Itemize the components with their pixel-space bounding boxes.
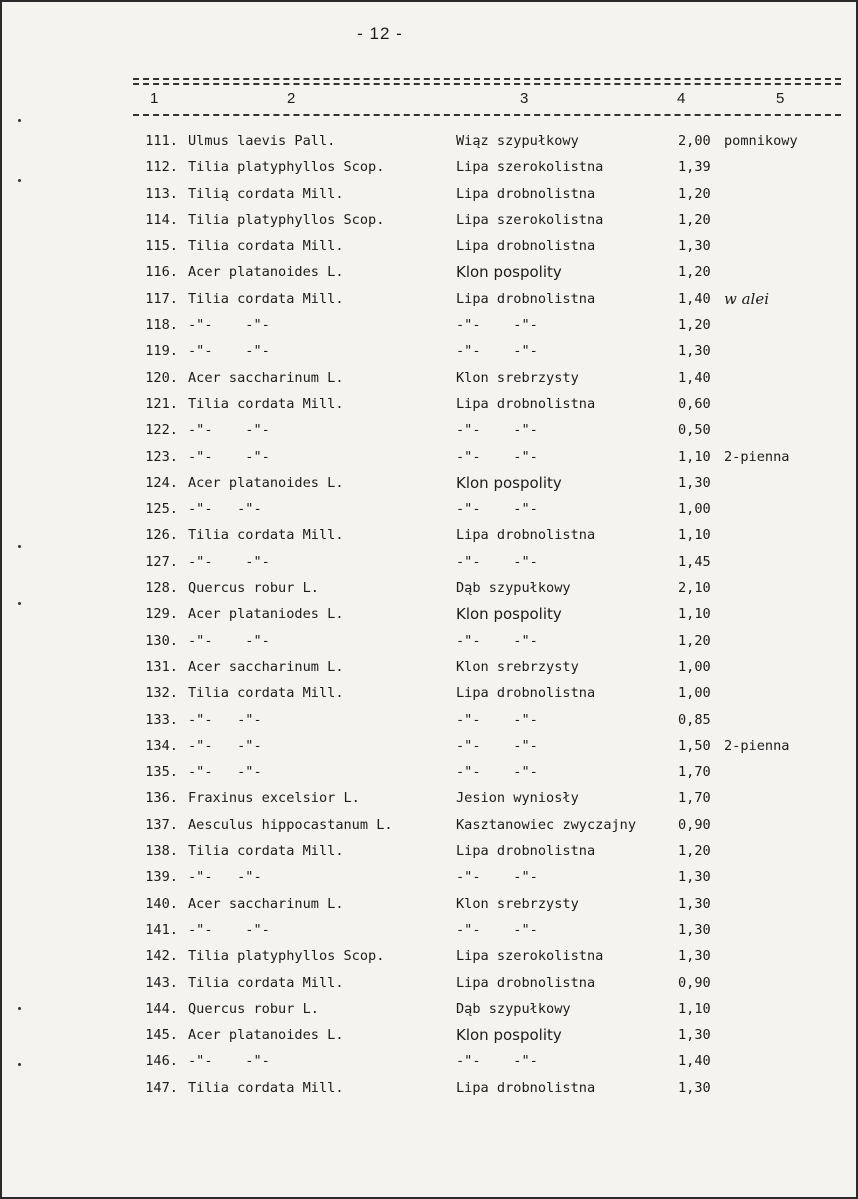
remark: w alei xyxy=(724,289,770,308)
scan-speck xyxy=(18,545,21,548)
polish-name: Lipa szerokolistna xyxy=(456,948,604,965)
latin-name: Fraxinus excelsior L. xyxy=(188,790,360,807)
polish-name: Lipa drobnolistna xyxy=(456,974,596,991)
row-number: 120. xyxy=(145,369,178,386)
table-top-rule-2 xyxy=(133,83,841,85)
table-row xyxy=(0,628,858,654)
diameter-value: 1,10 xyxy=(678,606,711,623)
row-number: 124. xyxy=(145,474,178,491)
table-row xyxy=(0,154,858,180)
diameter-value: 1,30 xyxy=(678,1079,711,1096)
polish-name: -"- -"- xyxy=(456,343,538,360)
polish-name: -"- -"- xyxy=(456,1053,538,1070)
latin-name: Tilia cordata Mill. xyxy=(188,395,344,412)
diameter-value: 0,85 xyxy=(678,711,711,728)
row-number: 132. xyxy=(145,685,178,702)
table-row xyxy=(0,286,858,312)
diameter-value: 1,30 xyxy=(678,1027,711,1044)
row-number: 127. xyxy=(145,553,178,570)
diameter-value: 1,45 xyxy=(678,553,711,570)
diameter-value: 0,60 xyxy=(678,395,711,412)
latin-name: Tilią cordata Mill. xyxy=(188,185,344,202)
latin-name: -"- -"- xyxy=(188,737,262,754)
latin-name: Tilia cordata Mill. xyxy=(188,843,344,860)
table-row xyxy=(0,996,858,1022)
latin-name: -"- -"- xyxy=(188,448,270,465)
table-header-rule xyxy=(133,114,841,116)
table-row xyxy=(0,838,858,864)
row-number: 144. xyxy=(145,1000,178,1017)
latin-name: Aesculus hippocastanum L. xyxy=(188,816,393,833)
polish-name: Lipa drobnolistna xyxy=(456,395,596,412)
row-number: 141. xyxy=(145,921,178,938)
table-row xyxy=(0,312,858,338)
row-number: 117. xyxy=(145,290,178,307)
polish-name: Lipa szerokolistna xyxy=(456,159,604,176)
diameter-value: 2,10 xyxy=(678,580,711,597)
table-row xyxy=(0,680,858,706)
polish-name: -"- -"- xyxy=(456,317,538,334)
table-row xyxy=(0,233,858,259)
row-number: 116. xyxy=(145,264,178,281)
diameter-value: 1,70 xyxy=(678,790,711,807)
row-number: 143. xyxy=(145,974,178,991)
table-row xyxy=(0,128,858,154)
row-number: 133. xyxy=(145,711,178,728)
row-number: 126. xyxy=(145,527,178,544)
latin-name: Tilia platyphyllos Scop. xyxy=(188,948,385,965)
table-row xyxy=(0,522,858,548)
diameter-value: 1,20 xyxy=(678,185,711,202)
table-row xyxy=(0,970,858,996)
diameter-value: 0,50 xyxy=(678,422,711,439)
scan-speck xyxy=(18,602,21,605)
row-number: 115. xyxy=(145,238,178,255)
latin-name: Acer platanoides L. xyxy=(188,474,344,491)
latin-name: Acer saccharinum L. xyxy=(188,895,344,912)
row-number: 146. xyxy=(145,1053,178,1070)
row-number: 145. xyxy=(145,1027,178,1044)
table-row xyxy=(0,891,858,917)
diameter-value: 1,30 xyxy=(678,895,711,912)
row-number: 119. xyxy=(145,343,178,360)
latin-name: -"- -"- xyxy=(188,1053,270,1070)
diameter-value: 1,40 xyxy=(678,369,711,386)
latin-name: Acer plataniodes L. xyxy=(188,606,344,623)
polish-name: Lipa drobnolistna xyxy=(456,685,596,702)
latin-name: -"- -"- xyxy=(188,869,262,886)
diameter-value: 1,20 xyxy=(678,632,711,649)
page-number: - 12 - xyxy=(357,24,403,43)
table-row xyxy=(0,444,858,470)
remark: 2-pienna xyxy=(724,448,790,465)
column-header-1: 1 xyxy=(150,90,159,107)
polish-name: Klon srebrzysty xyxy=(456,369,579,386)
table-row xyxy=(0,391,858,417)
column-header-4: 4 xyxy=(677,90,686,107)
polish-name: Jesion wyniosły xyxy=(456,790,579,807)
table-row xyxy=(0,417,858,443)
latin-name: Tilia cordata Mill. xyxy=(188,1079,344,1096)
column-header-2: 2 xyxy=(287,90,296,107)
diameter-value: 1,30 xyxy=(678,474,711,491)
column-header-5: 5 xyxy=(776,90,785,107)
diameter-value: 1,50 xyxy=(678,737,711,754)
row-number: 114. xyxy=(145,211,178,228)
row-number: 147. xyxy=(145,1079,178,1096)
scan-speck xyxy=(18,1063,21,1066)
latin-name: Quercus robur L. xyxy=(188,1000,319,1017)
latin-name: -"- -"- xyxy=(188,632,270,649)
row-number: 122. xyxy=(145,422,178,439)
polish-name: -"- -"- xyxy=(456,422,538,439)
table-row xyxy=(0,654,858,680)
polish-name: -"- -"- xyxy=(456,711,538,728)
table-row xyxy=(0,943,858,969)
diameter-value: 1,20 xyxy=(678,264,711,281)
latin-name: Ulmus laevis Pall. xyxy=(188,133,336,149)
latin-name: -"- -"- xyxy=(188,317,270,334)
polish-name: Klon srebrzysty xyxy=(456,895,579,912)
polish-name: -"- -"- xyxy=(456,632,538,649)
table-row xyxy=(0,733,858,759)
row-number: 118. xyxy=(145,317,178,334)
row-number: 134. xyxy=(145,737,178,754)
polish-name: Lipa drobnolistna xyxy=(456,185,596,202)
latin-name: Acer platanoides L. xyxy=(188,264,344,281)
polish-name: Klon pospolity xyxy=(456,1026,562,1045)
latin-name: -"- -"- xyxy=(188,764,262,781)
latin-name: Acer saccharinum L. xyxy=(188,369,344,386)
scan-speck xyxy=(18,119,21,122)
scan-speck xyxy=(18,179,21,182)
diameter-value: 1,30 xyxy=(678,921,711,938)
remark: 2-pienna xyxy=(724,737,790,754)
table-row xyxy=(0,812,858,838)
polish-name: Lipa drobnolistna xyxy=(456,238,596,255)
table-row xyxy=(0,785,858,811)
diameter-value: 1,10 xyxy=(678,1000,711,1017)
diameter-value: 1,30 xyxy=(678,948,711,965)
latin-name: -"- -"- xyxy=(188,921,270,938)
latin-name: Acer saccharinum L. xyxy=(188,658,344,675)
table-row xyxy=(0,864,858,890)
polish-name: -"- -"- xyxy=(456,921,538,938)
polish-name: Dąb szypułkowy xyxy=(456,580,571,597)
latin-name: Tilia cordata Mill. xyxy=(188,238,344,255)
latin-name: -"- -"- xyxy=(188,711,262,728)
diameter-value: 1,39 xyxy=(678,159,711,176)
table-top-rule xyxy=(133,78,841,80)
row-number: 138. xyxy=(145,843,178,860)
polish-name: -"- -"- xyxy=(456,869,538,886)
row-number: 123. xyxy=(145,448,178,465)
row-number: 128. xyxy=(145,580,178,597)
latin-name: Tilia platyphyllos Scop. xyxy=(188,211,385,228)
latin-name: Quercus robur L. xyxy=(188,580,319,597)
diameter-value: 0,90 xyxy=(678,974,711,991)
table-row xyxy=(0,207,858,233)
diameter-value: 1,20 xyxy=(678,317,711,334)
polish-name: -"- -"- xyxy=(456,737,538,754)
polish-name: -"- -"- xyxy=(456,553,538,570)
diameter-value: 1,20 xyxy=(678,843,711,860)
row-number: 137. xyxy=(145,816,178,833)
polish-name: -"- -"- xyxy=(456,501,538,518)
latin-name: Tilia cordata Mill. xyxy=(188,527,344,544)
table-row xyxy=(0,259,858,285)
diameter-value: 1,40 xyxy=(678,290,711,307)
polish-name: Klon pospolity xyxy=(456,473,562,492)
diameter-value: 1,30 xyxy=(678,869,711,886)
row-number: 131. xyxy=(145,658,178,675)
row-number: 139. xyxy=(145,869,178,886)
polish-name: Wiąz szypułkowy xyxy=(456,133,579,149)
table-row xyxy=(0,707,858,733)
latin-name: Tilia cordata Mill. xyxy=(188,290,344,307)
row-number: 136. xyxy=(145,790,178,807)
latin-name: -"- -"- xyxy=(188,343,270,360)
row-number: 130. xyxy=(145,632,178,649)
row-number: 129. xyxy=(145,606,178,623)
table-row xyxy=(0,365,858,391)
latin-name: -"- -"- xyxy=(188,422,270,439)
column-header-3: 3 xyxy=(520,90,529,107)
diameter-value: 1,00 xyxy=(678,501,711,518)
row-number: 142. xyxy=(145,948,178,965)
polish-name: Klon pospolity xyxy=(456,263,562,282)
table-row xyxy=(0,917,858,943)
polish-name: Lipa drobnolistna xyxy=(456,527,596,544)
diameter-value: 2,00 xyxy=(678,133,711,149)
latin-name: Tilia platyphyllos Scop. xyxy=(188,159,385,176)
row-number: 112. xyxy=(145,159,178,176)
polish-name: Lipa drobnolistna xyxy=(456,290,596,307)
polish-name: Klon pospolity xyxy=(456,605,562,624)
row-number: 125. xyxy=(145,501,178,518)
table-row xyxy=(0,1022,858,1048)
diameter-value: 1,10 xyxy=(678,448,711,465)
diameter-value: 1,30 xyxy=(678,238,711,255)
table-row xyxy=(0,338,858,364)
latin-name: -"- -"- xyxy=(188,553,270,570)
row-number: 113. xyxy=(145,185,178,202)
polish-name: Lipa szerokolistna xyxy=(456,211,604,228)
polish-name: -"- -"- xyxy=(456,764,538,781)
table-row xyxy=(0,1075,858,1101)
remark: pomnikowy xyxy=(724,133,798,149)
polish-name: Lipa drobnolistna xyxy=(456,1079,596,1096)
table-row xyxy=(0,1048,858,1074)
latin-name: Acer platanoides L. xyxy=(188,1027,344,1044)
diameter-value: 1,70 xyxy=(678,764,711,781)
diameter-value: 1,00 xyxy=(678,658,711,675)
diameter-value: 1,00 xyxy=(678,685,711,702)
row-number: 111. xyxy=(145,133,178,149)
table-row xyxy=(0,575,858,601)
diameter-value: 1,40 xyxy=(678,1053,711,1070)
diameter-value: 1,30 xyxy=(678,343,711,360)
row-number: 135. xyxy=(145,764,178,781)
diameter-value: 0,90 xyxy=(678,816,711,833)
scan-speck xyxy=(18,1007,21,1010)
latin-name: Tilia cordata Mill. xyxy=(188,685,344,702)
latin-name: -"- -"- xyxy=(188,501,262,518)
diameter-value: 1,10 xyxy=(678,527,711,544)
row-number: 121. xyxy=(145,395,178,412)
table-row xyxy=(0,181,858,207)
table-row xyxy=(0,601,858,627)
table-row xyxy=(0,759,858,785)
table-row xyxy=(0,496,858,522)
row-number: 140. xyxy=(145,895,178,912)
polish-name: -"- -"- xyxy=(456,448,538,465)
polish-name: Lipa drobnolistna xyxy=(456,843,596,860)
table-row xyxy=(0,549,858,575)
polish-name: Klon srebrzysty xyxy=(456,658,579,675)
polish-name: Dąb szypułkowy xyxy=(456,1000,571,1017)
table-row xyxy=(0,470,858,496)
diameter-value: 1,20 xyxy=(678,211,711,228)
latin-name: Tilia cordata Mill. xyxy=(188,974,344,991)
polish-name: Kasztanowiec zwyczajny xyxy=(456,816,637,833)
inventory-table xyxy=(0,128,858,1101)
